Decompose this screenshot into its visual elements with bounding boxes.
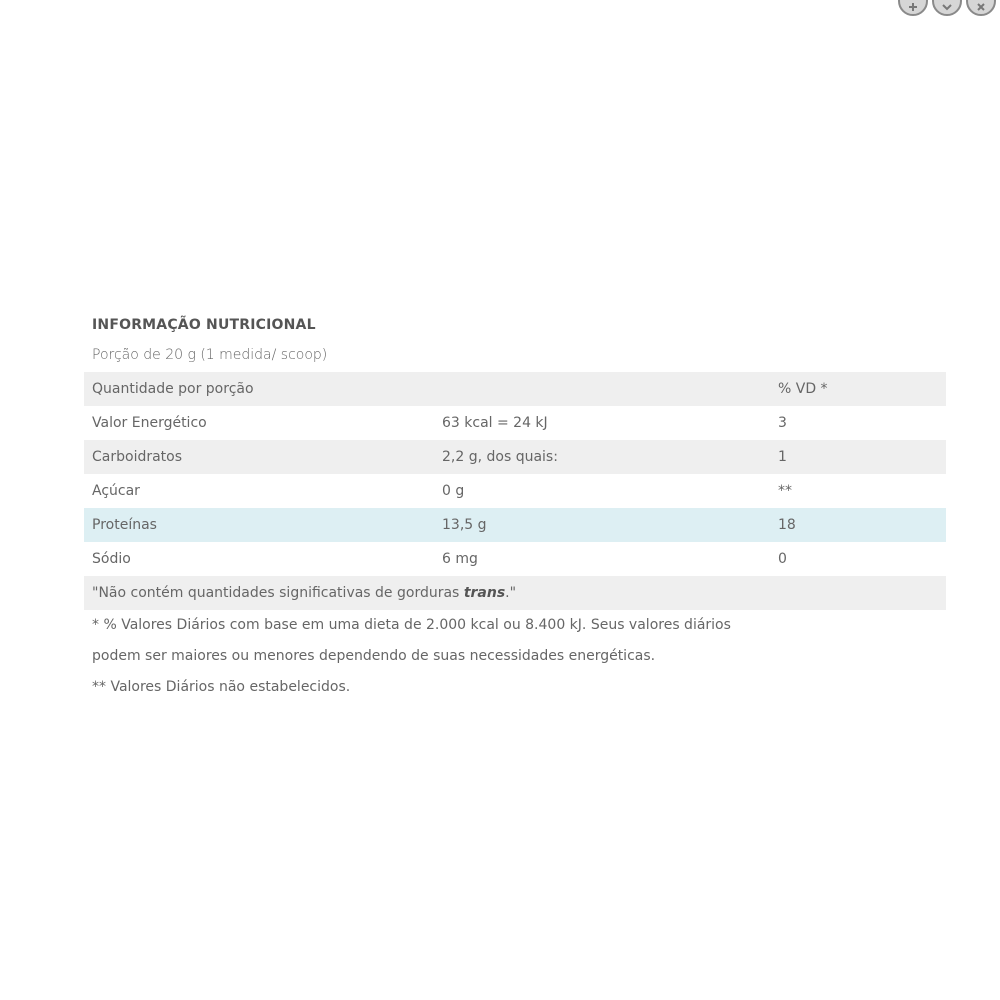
- header-quantity-label: Quantidade por porção: [92, 381, 254, 397]
- trans-note-prefix: "Não contém quantidades significativas de gorduras: [92, 585, 464, 601]
- nutrient-amount: 6 mg: [442, 551, 478, 567]
- footnote-not-established: ** Valores Diários não estabelecidos.: [92, 679, 351, 695]
- nutrient-name: Açúcar: [92, 483, 140, 499]
- nutrient-vd: 3: [778, 415, 787, 431]
- nutrient-name: Proteínas: [92, 517, 157, 533]
- nutrition-table: [84, 312, 946, 703]
- nutrient-amount: 63 kcal = 24 kJ: [442, 415, 548, 431]
- trans-note-emphasis: trans: [463, 585, 506, 601]
- table-header-row: [84, 372, 946, 406]
- plus-circle-icon[interactable]: [898, 0, 928, 16]
- nutrient-name: Carboidratos: [92, 449, 183, 465]
- trans-fat-note-row: [84, 576, 946, 610]
- nutrient-name: Sódio: [92, 551, 131, 567]
- nutrient-vd: 18: [778, 517, 796, 533]
- nutrition-title: INFORMAÇÃO NUTRICIONAL: [92, 317, 316, 333]
- table-row: [84, 542, 946, 576]
- portion-size: Porção de 20 g (1 medida/ scoop): [92, 347, 328, 363]
- top-icon-group: [898, 0, 996, 16]
- table-row: [84, 474, 946, 508]
- nutrient-amount: 2,2 g, dos quais:: [442, 449, 558, 465]
- header-amount: [434, 372, 778, 406]
- footnote-daily-values: * % Valores Diários com base em uma dieta de 2.000 kcal ou 8.400 kJ. Seus valores diários: [92, 617, 731, 633]
- footnote-daily-values-cont: podem ser maiores ou menores dependendo de suas necessidades energéticas.: [92, 648, 656, 664]
- nutrient-amount: 13,5 g: [442, 517, 487, 533]
- nutrient-amount: 0 g: [442, 483, 465, 499]
- header-vd-label: % VD *: [778, 381, 828, 397]
- trans-fat-note: [84, 576, 946, 610]
- trans-note-suffix: .": [505, 585, 517, 601]
- close-circle-icon[interactable]: [966, 0, 996, 16]
- nutrient-vd: 0: [778, 551, 787, 567]
- table-row: [84, 440, 946, 474]
- table-row-highlighted: [84, 508, 946, 542]
- nutrient-vd: **: [778, 483, 792, 499]
- down-circle-icon[interactable]: [932, 0, 962, 16]
- nutrient-vd: 1: [778, 449, 787, 465]
- table-row: [84, 406, 946, 440]
- nutrient-name: Valor Energético: [92, 415, 207, 431]
